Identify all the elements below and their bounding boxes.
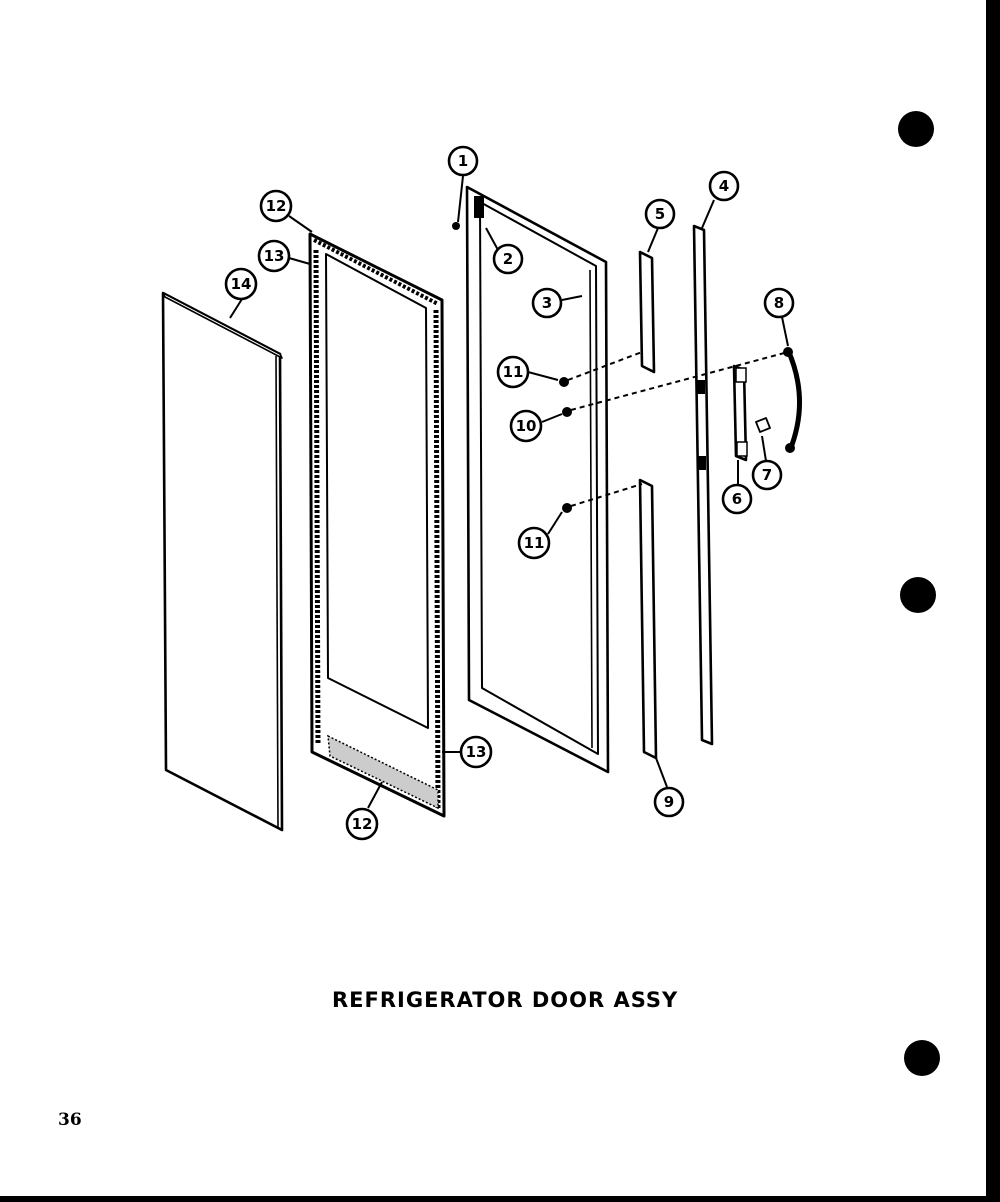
callout-3 [533, 289, 561, 317]
outer-door-panel [163, 293, 282, 830]
callout-7 [753, 461, 781, 489]
lower-trim-strip [640, 480, 656, 758]
callout-13-top [259, 241, 289, 271]
svg-text:12: 12 [351, 815, 373, 833]
screw-1 [452, 222, 460, 230]
door-frame-insulation [310, 234, 444, 816]
svg-text:2: 2 [502, 250, 514, 268]
callout-5 [646, 200, 674, 228]
callout-4 [710, 172, 738, 200]
svg-text:11: 11 [523, 534, 545, 552]
svg-text:13: 13 [465, 743, 487, 761]
callout-9 [655, 788, 683, 816]
svg-text:7: 7 [761, 466, 773, 484]
svg-text:6: 6 [731, 490, 743, 508]
callout-14 [226, 269, 256, 299]
door-liner [467, 187, 608, 772]
svg-text:4: 4 [718, 177, 730, 195]
binder-hole-bottom [904, 1040, 940, 1076]
door-handle [783, 347, 800, 453]
handle-trim [694, 226, 712, 744]
callout-8 [765, 289, 793, 317]
callout-6 [723, 485, 751, 513]
svg-text:12: 12 [265, 197, 287, 215]
upper-trim-strip [640, 252, 654, 372]
svg-text:10: 10 [515, 417, 537, 435]
svg-text:9: 9 [663, 793, 675, 811]
callout-12-bottom [347, 809, 377, 839]
binder-hole-top [898, 111, 934, 147]
callout-10 [511, 411, 541, 441]
handle-bracket [734, 366, 747, 460]
svg-text:11: 11 [502, 363, 524, 381]
svg-text:8: 8 [773, 294, 785, 312]
svg-text:5: 5 [654, 205, 666, 223]
callout-13-bottom [461, 737, 491, 767]
callout-2 [494, 245, 522, 273]
callout-11-upper [498, 357, 528, 387]
callout-11-lower [519, 528, 549, 558]
small-cap [756, 418, 770, 432]
svg-text:13: 13 [263, 247, 285, 265]
svg-text:1: 1 [457, 152, 469, 170]
svg-text:3: 3 [541, 294, 553, 312]
screw-10 [562, 407, 572, 417]
callout-1 [449, 147, 477, 175]
binder-hole-middle [900, 577, 936, 613]
callout-12-top [261, 191, 291, 221]
screw-11-lower [562, 503, 572, 513]
svg-text:14: 14 [230, 275, 252, 293]
page-number: 36 [58, 1110, 82, 1130]
screw-11-upper [559, 377, 569, 387]
diagram-title: REFRIGERATOR DOOR ASSY [332, 988, 679, 1012]
